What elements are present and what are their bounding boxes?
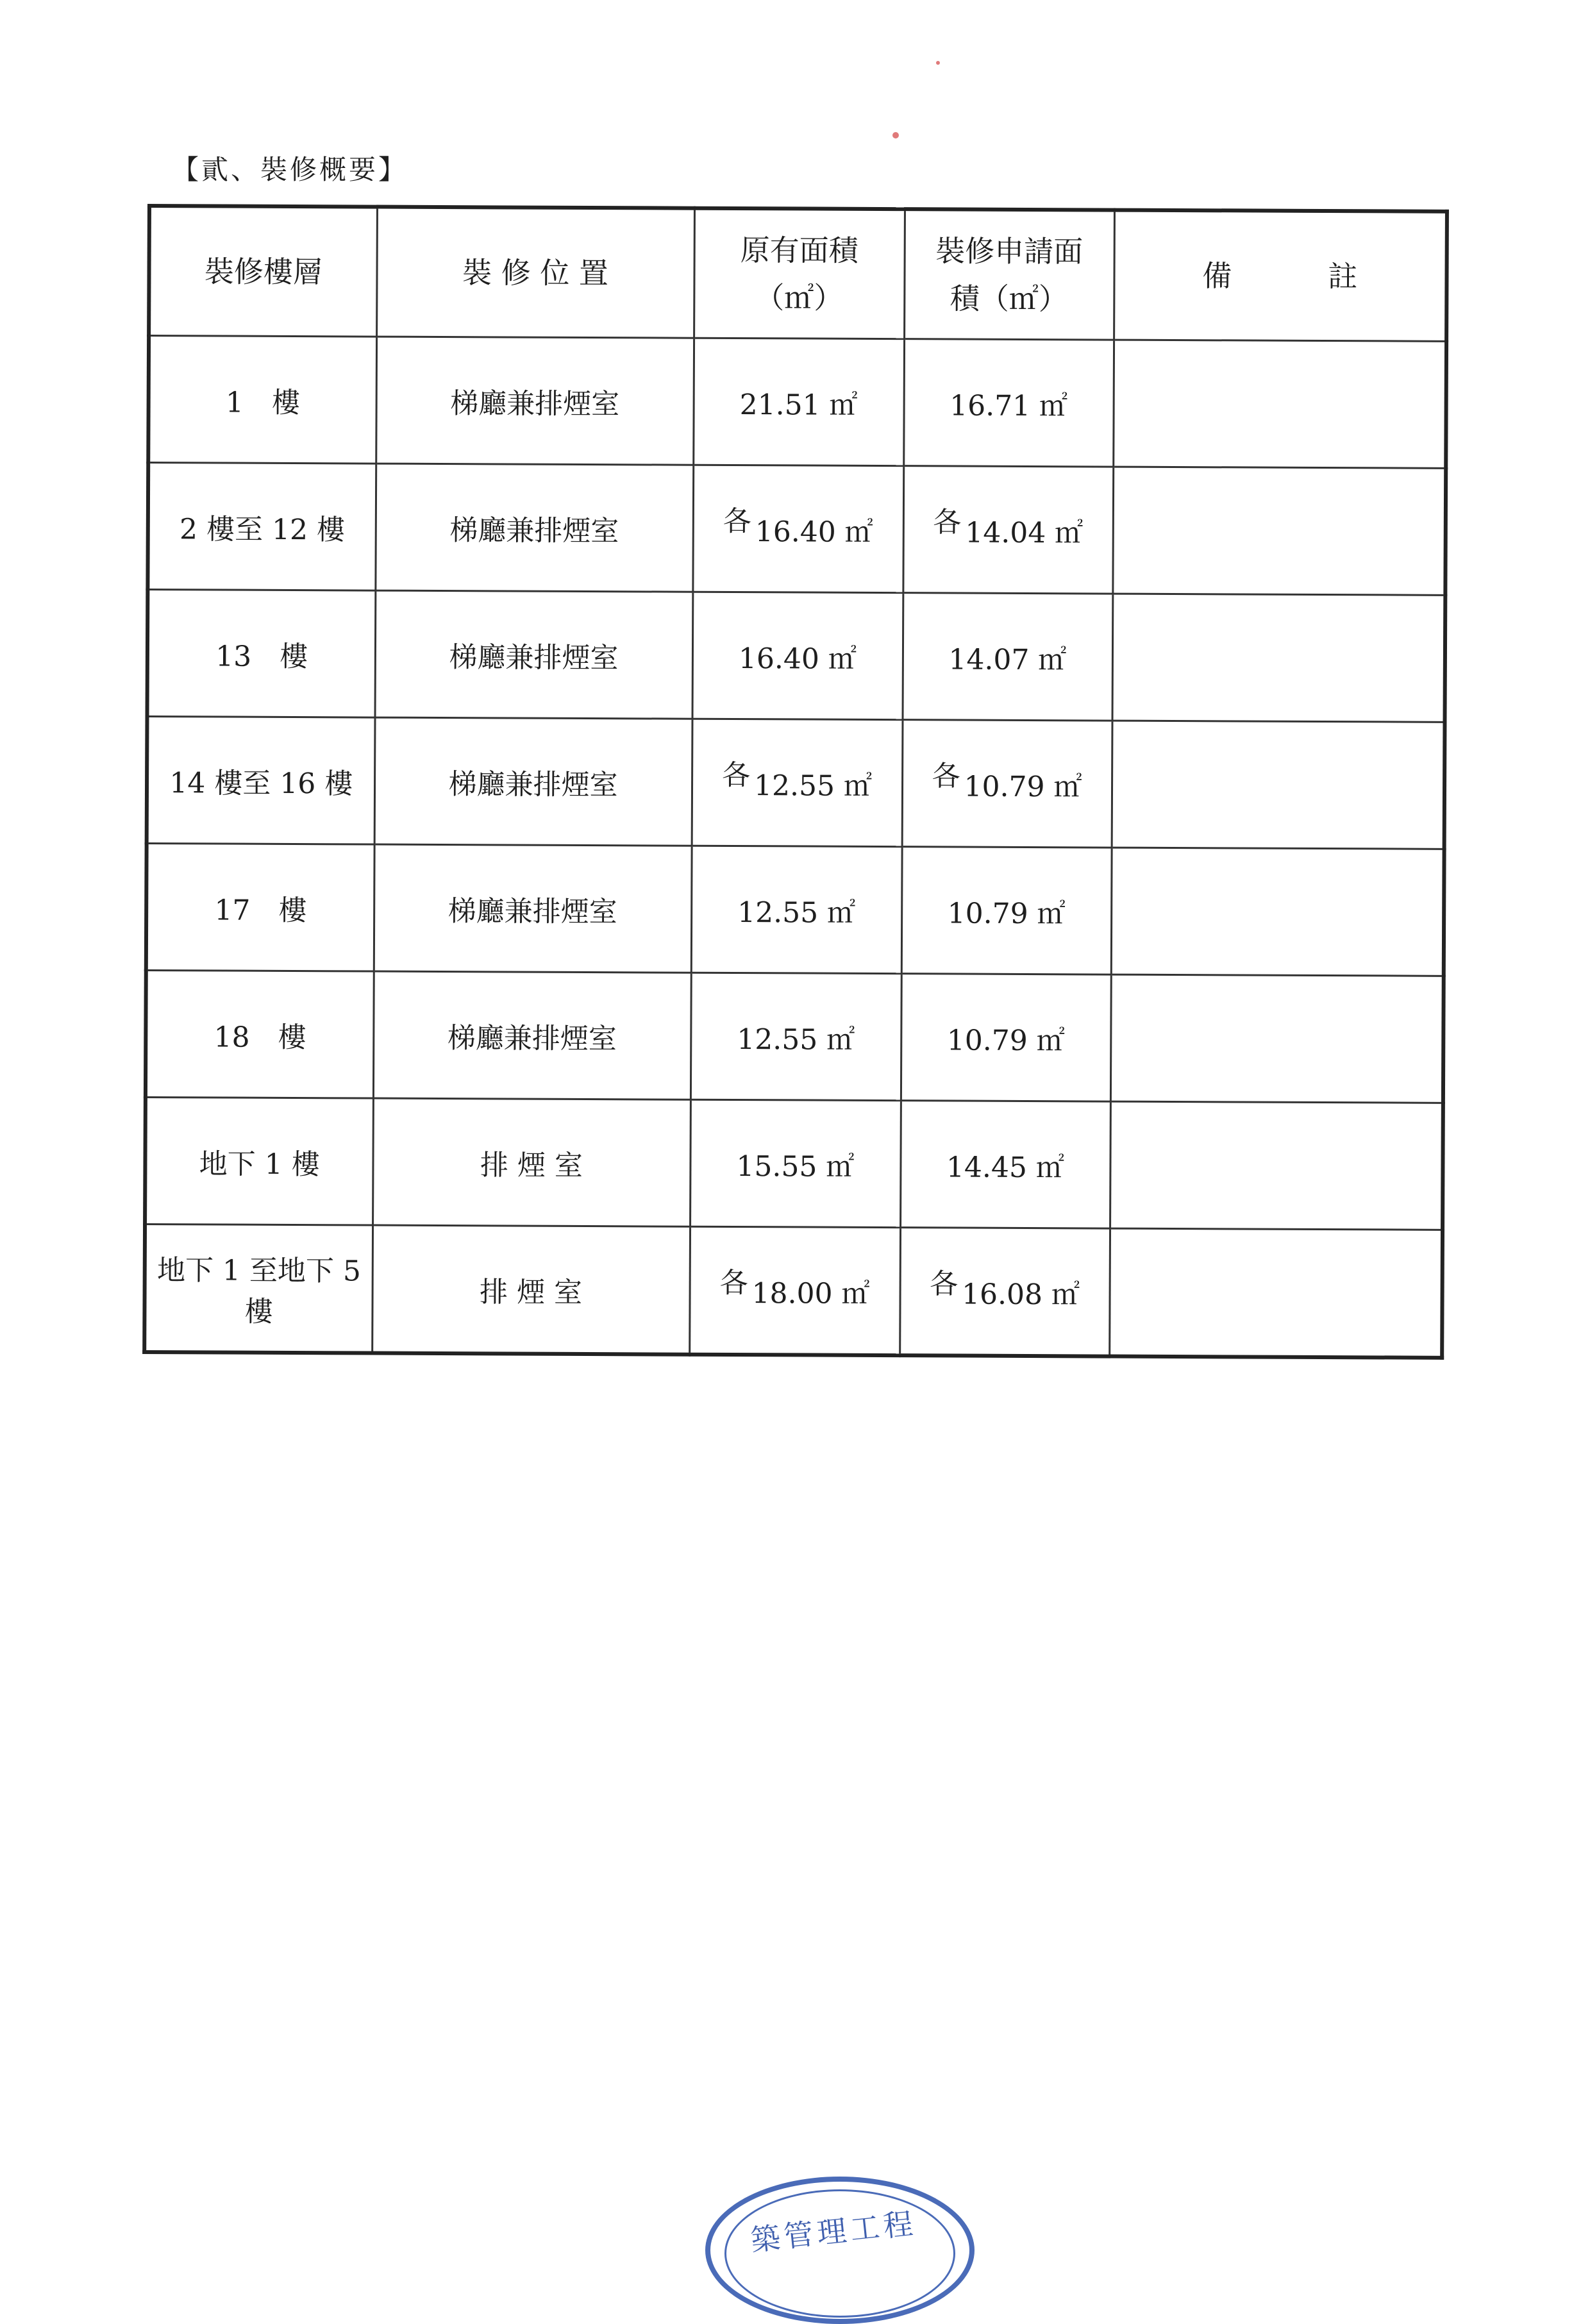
each-label: 各 [930, 1267, 958, 1301]
table-row [147, 463, 1446, 596]
each-label: 各 [723, 505, 751, 538]
cell-apply-area-value: 14.04 ㎡ [965, 516, 1084, 549]
cell-original-area [691, 846, 902, 973]
cell-location-value: 梯廳兼排煙室 [450, 387, 620, 421]
cell-note [1110, 1101, 1443, 1230]
cell-original-area-value: 12.55 ㎡ [753, 769, 873, 803]
cell-apply-area-value: 14.07 ㎡ [948, 642, 1067, 676]
cell-apply-area [903, 339, 1114, 467]
cell-original-area-value: 18.00 ㎡ [751, 1276, 870, 1310]
cell-original-area [692, 592, 903, 719]
cell-floor-value: 地下 1 樓 [199, 1147, 320, 1181]
cell-original-area [690, 973, 901, 1100]
table-header-row [149, 206, 1447, 341]
table-row [148, 336, 1446, 469]
cell-floor [146, 844, 374, 972]
cell-apply-area-value: 16.08 ㎡ [961, 1278, 1080, 1311]
cell-apply-area [900, 1101, 1110, 1228]
cell-note [1109, 1228, 1443, 1358]
cell-note [1112, 594, 1445, 722]
cell-location [375, 590, 693, 719]
cell-floor [144, 1224, 372, 1353]
cell-location-value: 排 煙 室 [480, 1148, 583, 1182]
cell-location-value: 梯廳兼排煙室 [447, 1021, 617, 1055]
header-note-char-2: 註 [1328, 259, 1358, 294]
cell-apply-area-value: 10.79 ㎡ [946, 1023, 1065, 1057]
cell-floor-value: 地下 1 至地下 5 樓 [156, 1253, 362, 1328]
cell-note [1111, 848, 1444, 976]
header-original-area-unit: （㎡） [755, 280, 844, 315]
cell-floor-value: 14 樓至 16 樓 [169, 766, 353, 800]
cell-floor [147, 590, 376, 718]
cell-floor [147, 463, 376, 591]
cell-original-area [690, 1099, 901, 1227]
cell-location-value: 梯廳兼排煙室 [448, 767, 618, 801]
table-row [144, 1224, 1443, 1357]
cell-original-area [693, 338, 904, 465]
table-row [147, 590, 1446, 723]
cell-location [375, 464, 693, 592]
each-label: 各 [932, 759, 960, 793]
cell-original-area [692, 719, 903, 846]
table-row [146, 844, 1444, 976]
header-note [1114, 210, 1447, 342]
scan-speck [892, 132, 899, 138]
header-location-label: 裝 修 位 置 [462, 255, 609, 291]
cell-floor-value: 17 樓 [214, 893, 307, 927]
cell-original-area-value: 12.55 ㎡ [737, 896, 856, 930]
header-floor [149, 206, 377, 337]
cell-location [373, 971, 691, 1099]
scan-speck [936, 61, 940, 65]
cell-floor-value: 18 樓 [213, 1020, 306, 1054]
cell-apply-area-value: 14.45 ㎡ [946, 1150, 1065, 1184]
cell-original-area [689, 1226, 900, 1355]
cell-floor-value: 2 樓至 12 樓 [179, 512, 346, 546]
header-apply-area-unit: 積（㎡） [950, 281, 1068, 317]
cell-apply-area-value: 16.71 ㎡ [950, 389, 1068, 422]
cell-floor-value: 13 樓 [215, 639, 308, 673]
cell-location [372, 1098, 690, 1226]
cell-location-value: 梯廳兼排煙室 [449, 514, 619, 548]
cell-note [1110, 974, 1444, 1103]
cell-location-value: 排 煙 室 [479, 1275, 583, 1309]
cell-note [1112, 721, 1445, 849]
cell-original-area-value: 12.55 ㎡ [737, 1023, 855, 1057]
cell-floor [148, 336, 376, 464]
header-note-char-1: 備 [1202, 258, 1232, 294]
cell-apply-area [903, 593, 1113, 721]
cell-location-value: 梯廳兼排煙室 [449, 640, 619, 674]
cell-location [372, 1225, 690, 1355]
cell-original-area-value: 16.40 ㎡ [738, 642, 857, 676]
seal-stamp-text: 築管理工程 [749, 2205, 919, 2258]
cell-floor [145, 1097, 373, 1225]
cell-apply-area [902, 720, 1112, 848]
renovation-summary-table [142, 204, 1449, 1360]
cell-note [1112, 467, 1446, 595]
table-row [147, 717, 1445, 849]
each-label: 各 [719, 1266, 748, 1300]
cell-original-area-value: 16.40 ㎡ [755, 515, 873, 549]
cell-location [374, 717, 692, 846]
header-apply-area [904, 209, 1114, 340]
header-original-area [694, 208, 905, 339]
cell-location [374, 844, 692, 973]
table-row [145, 1097, 1443, 1230]
header-original-area-label: 原有面積 [740, 233, 858, 268]
each-label: 各 [933, 505, 962, 539]
table-row [146, 971, 1444, 1103]
header-floor-label: 裝修樓層 [204, 254, 322, 290]
cell-apply-area-value: 10.79 ㎡ [964, 770, 1082, 803]
renovation-summary-table-wrapper [142, 204, 1449, 1357]
cell-original-area-value: 15.55 ㎡ [736, 1149, 855, 1183]
cell-note [1113, 340, 1446, 468]
cell-original-area [692, 465, 903, 592]
cell-apply-area [900, 1228, 1110, 1357]
cell-apply-area [903, 466, 1113, 594]
table-body [144, 336, 1446, 1358]
cell-apply-area-value: 10.79 ㎡ [947, 896, 1066, 930]
each-label: 各 [722, 758, 751, 792]
cell-location [376, 337, 694, 465]
cell-location-value: 梯廳兼排煙室 [448, 894, 617, 928]
header-location [376, 207, 694, 339]
cell-apply-area [901, 847, 1112, 974]
cell-floor [147, 717, 375, 845]
cell-floor [146, 971, 374, 1099]
header-apply-area-label: 裝修申請面 [935, 233, 1084, 269]
section-title: 【貳、裝修概要】 [172, 154, 408, 185]
cell-floor-value: 1 樓 [225, 386, 301, 419]
cell-original-area-value: 21.51 ㎡ [739, 388, 858, 422]
cell-apply-area [901, 974, 1111, 1101]
